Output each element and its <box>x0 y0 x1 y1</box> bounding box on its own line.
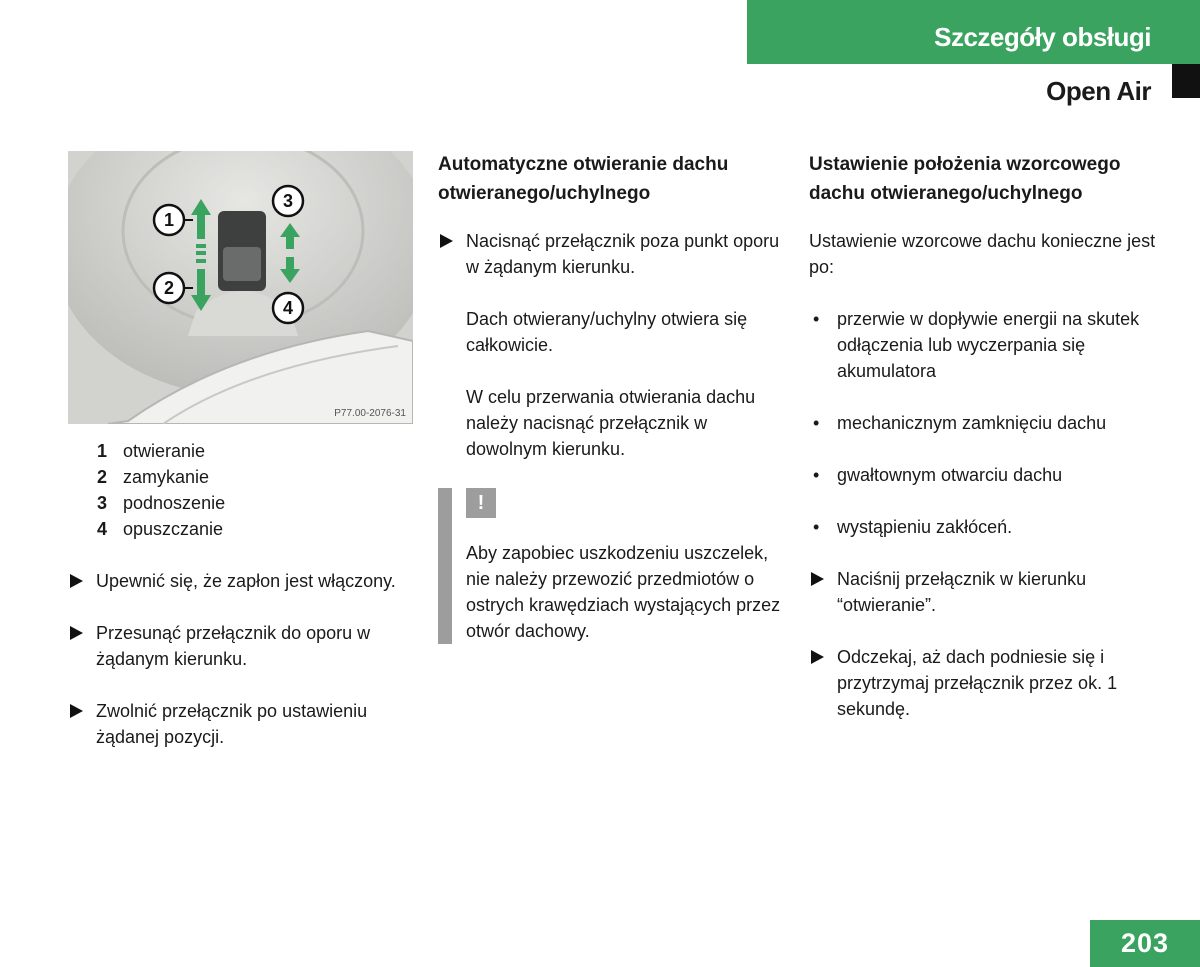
instruction-step: Przesunąć przełącznik do oporu w żądanym kierunku. <box>68 620 418 672</box>
warning-box <box>438 488 788 644</box>
chapter-title: Szczegóły obsługi <box>934 22 1151 52</box>
column-3 <box>809 150 1159 748</box>
page-number: 203 <box>1090 920 1200 967</box>
legend-item: 1 otwieranie <box>97 441 206 461</box>
warning-bar <box>438 488 452 644</box>
instruction-step: Nacisnąć przełącznik poza punkt oporu w żądanym kierunku. <box>438 228 788 280</box>
figure-code: P77.00-2076-31 <box>334 408 406 419</box>
callout-1: 1 <box>163 210 175 230</box>
paragraph: Dach otwierany/uchylny otwiera się całkowicie. <box>466 309 748 355</box>
section-title: Open Air <box>1046 76 1151 106</box>
step-arrow-icon <box>438 228 466 280</box>
roof-switch-figure <box>68 151 413 424</box>
callout-3: 3 <box>282 191 294 211</box>
column-1 <box>68 568 418 776</box>
paragraph: Ustawienie wzorcowe dachu konieczne jest po: <box>809 231 1156 277</box>
legend-item: 3 podnoszenie <box>97 493 226 513</box>
instruction-step: Naciśnij przełącznik w kierunku “otwieranie”. <box>809 566 1159 618</box>
legend-item: 2 zamykanie <box>97 467 210 487</box>
list-item: • mechanicznym zamknięciu dachu <box>809 410 1159 436</box>
thumb-tab <box>1172 64 1200 98</box>
column-2 <box>438 150 788 644</box>
instruction-step: Zwolnić przełącznik po ustawieniu żądanej pozycji. <box>68 698 418 750</box>
step-arrow-icon <box>809 644 837 722</box>
warning-icon: ! <box>466 488 496 518</box>
step-arrow-icon <box>68 620 96 672</box>
callout-4: 4 <box>282 298 294 318</box>
list-item: • przerwie w dopływie energii na skutek odłączenia lub wyczerpania się akumulatora <box>809 306 1159 384</box>
instruction-step: Odczekaj, aż dach podniesie się i przytrzymaj przełącznik przez ok. 1 sekundę. <box>809 644 1159 722</box>
bullet-icon: • <box>813 413 820 433</box>
list-item: • gwałtownym otwarciu dachu <box>809 462 1159 488</box>
bullet-icon: • <box>813 517 820 537</box>
bullet-icon: • <box>813 309 820 329</box>
step-arrow-icon <box>68 698 96 750</box>
step-arrow-icon <box>809 566 837 618</box>
chapter-header <box>747 0 1200 64</box>
auto-open-heading: Automatyczne otwieranie dachu otwieranego/uchylnego <box>438 154 729 204</box>
bullet-icon: • <box>813 465 820 485</box>
warning-text: Aby zapobiec uszkodzeniu uszczelek, nie należy przewozić przedmiotów o ostrych krawędziach wystających przez otwór dachowy. <box>466 543 781 641</box>
reference-position-heading: Ustawienie położenia wzorcowego dachu otwieranego/uchylnego <box>809 154 1121 204</box>
paragraph: W celu przerwania otwierania dachu należy nacisnąć przełącznik w dowolnym kierunku. <box>466 387 756 459</box>
legend-item: 4 opuszczanie <box>97 519 224 539</box>
callout-2: 2 <box>163 278 175 298</box>
list-item: • wystąpieniu zakłóceń. <box>809 514 1159 540</box>
step-arrow-icon <box>68 568 96 594</box>
instruction-step: Upewnić się, że zapłon jest włączony. <box>68 568 418 594</box>
figure-legend <box>97 438 225 542</box>
